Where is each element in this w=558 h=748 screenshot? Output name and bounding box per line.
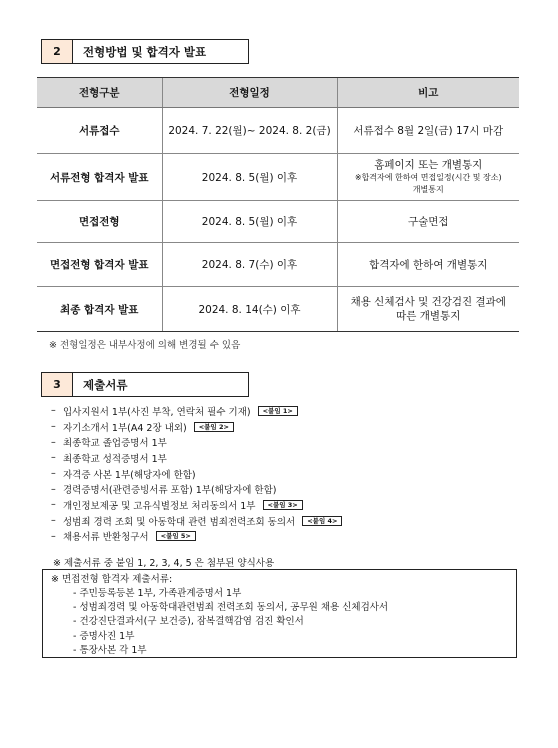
documents-note: ※ 제출서류 중 붙임 1, 2, 3, 4, 5 은 첨부된 양식사용 <box>53 558 275 569</box>
note-cell <box>337 154 519 201</box>
note-cell: 구술면접 <box>337 201 519 243</box>
document-text: 최종학교 졸업증명서 1부 <box>63 438 167 450</box>
dash-marker: – <box>51 405 56 417</box>
document-text: 입사지원서 1부(사진 부착, 연락처 필수 기재) <box>63 406 251 418</box>
list-item: - 증명사진 1부 <box>73 630 135 642</box>
list-item <box>51 497 342 513</box>
list-item <box>51 419 342 435</box>
attachment-badge: <붙임 3> <box>263 500 303 510</box>
list-item <box>51 513 342 529</box>
section-title: 제출서류 <box>73 372 249 397</box>
list-item: - 통장사본 각 1부 <box>73 644 147 656</box>
schedule-table <box>37 77 519 332</box>
dash-marker: – <box>51 452 56 464</box>
list-item <box>51 450 342 466</box>
document-text: 경력증명서(관련증빙서류 포함) 1부(해당자에 한함) <box>63 485 277 497</box>
box-title: ※ 면접전형 합격자 제출서류: <box>51 574 173 585</box>
note-text: 따른 개별통지 <box>396 310 461 322</box>
list-item <box>51 529 342 545</box>
table-row <box>37 154 519 201</box>
list-item <box>51 434 342 450</box>
dash-marker: – <box>51 499 56 511</box>
document-text: 개인정보제공 및 고유식별정보 처리동의서 1부 <box>63 500 256 512</box>
note-text: 홈페이지 또는 개별통지 <box>374 159 483 171</box>
list-item: - 건강진단결과서(구 보건증), 잠복결핵감염 검진 확인서 <box>73 616 304 628</box>
interview-documents-list <box>73 587 508 658</box>
date-cell: 2024. 8. 7(수) 이후 <box>162 243 337 287</box>
document-text: 자기소개서 1부(A4 2장 내외) <box>63 422 187 434</box>
note-cell <box>337 287 519 332</box>
note-text: 채용 신체검사 및 건강검진 결과에 <box>350 296 506 308</box>
schedule-footnote: ※ 전형일정은 내부사정에 의해 변경될 수 있음 <box>49 340 241 351</box>
note-subtext: ※합격자에 한하여 면접일정(시간 및 장소) <box>354 173 502 182</box>
document-text: 자격증 사본 1부(해당자에 한함) <box>63 469 196 481</box>
attachment-badge: <붙임 5> <box>156 531 196 541</box>
column-header: 비고 <box>337 78 519 108</box>
section-number: 2 <box>41 39 73 64</box>
column-header: 전형구분 <box>37 78 162 108</box>
list-item: - 성범죄경력 및 아동학대관련범죄 전력조회 동의서, 공무원 채용 신체검사서 <box>73 602 389 614</box>
table-header-row <box>37 78 519 108</box>
attachment-badge: <붙임 4> <box>302 516 342 526</box>
column-header: 전형일정 <box>162 78 337 108</box>
dash-marker: – <box>51 468 56 480</box>
attachment-badge: <붙임 1> <box>258 406 298 416</box>
category-cell: 서류전형 합격자 발표 <box>37 154 162 201</box>
dash-marker: – <box>51 421 56 433</box>
date-cell: 2024. 8. 5(월) 이후 <box>162 201 337 243</box>
section-3-header <box>41 372 249 397</box>
category-cell: 면접전형 합격자 발표 <box>37 243 162 287</box>
list-item <box>51 481 342 497</box>
note-subtext: 개별통지 <box>412 185 444 194</box>
date-cell: 2024. 7. 22(월)~ 2024. 8. 2(금) <box>162 108 337 154</box>
attachment-badge: <붙임 2> <box>194 422 234 432</box>
document-text: 성범죄 경력 조회 및 아동학대 관련 범죄전력조회 동의서 <box>63 516 296 528</box>
interview-documents-box <box>42 569 517 658</box>
category-cell: 면접전형 <box>37 201 162 243</box>
list-item <box>51 466 342 482</box>
dash-marker: – <box>51 515 56 527</box>
document-text: 최종학교 성적증명서 1부 <box>63 453 167 465</box>
list-item: - 주민등록등본 1부, 가족관계증명서 1부 <box>73 588 242 599</box>
date-cell: 2024. 8. 14(수) 이후 <box>162 287 337 332</box>
section-number: 3 <box>41 372 73 397</box>
table-row <box>37 287 519 332</box>
list-item <box>51 403 342 419</box>
documents-list <box>51 403 342 544</box>
dash-marker: – <box>51 436 56 448</box>
dash-marker: – <box>51 483 56 495</box>
table-row <box>37 243 519 287</box>
category-cell: 최종 합격자 발표 <box>37 287 162 332</box>
table-row <box>37 108 519 154</box>
document-text: 채용서류 반환청구서 <box>63 532 149 544</box>
table-row <box>37 201 519 243</box>
section-2-header <box>41 39 249 64</box>
dash-marker: – <box>51 530 56 542</box>
category-cell: 서류접수 <box>37 108 162 154</box>
date-cell: 2024. 8. 5(월) 이후 <box>162 154 337 201</box>
note-cell: 서류접수 8월 2일(금) 17시 마감 <box>337 108 519 154</box>
note-cell: 합격자에 한하여 개별통지 <box>337 243 519 287</box>
section-title: 전형방법 및 합격자 발표 <box>73 39 249 64</box>
